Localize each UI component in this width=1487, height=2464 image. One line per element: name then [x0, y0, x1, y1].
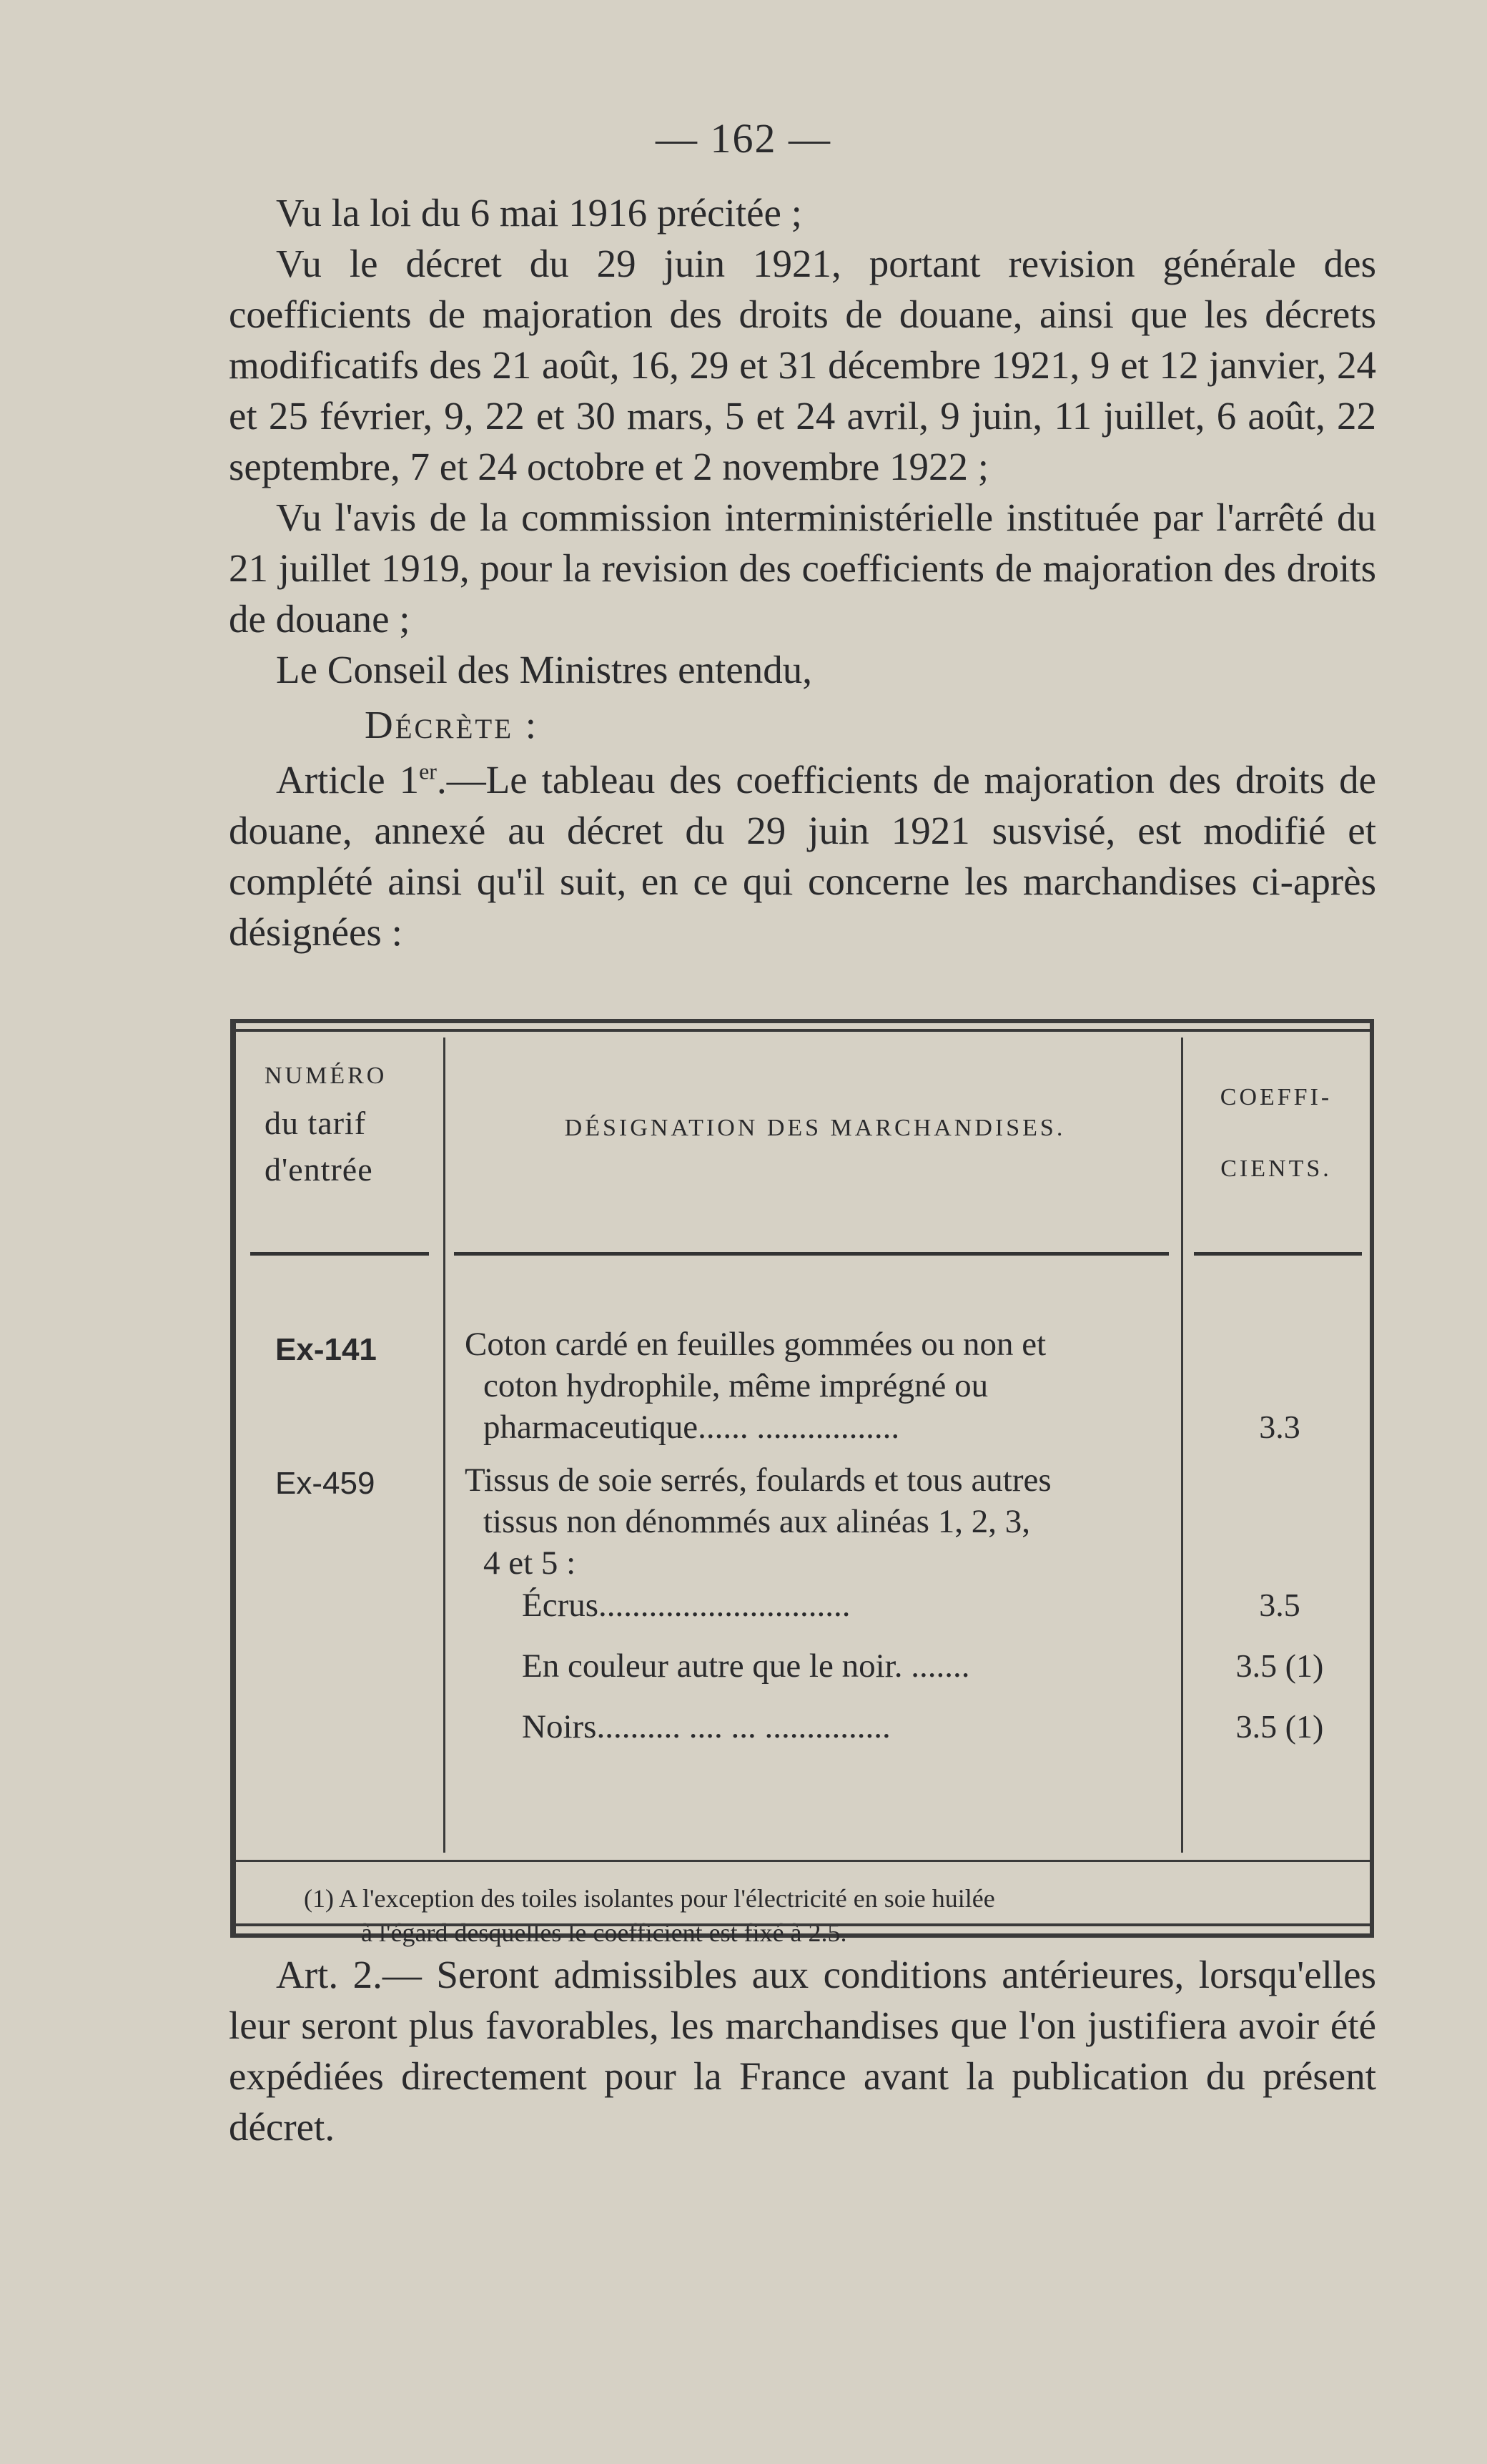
header-coef-1: COEFFI-: [1220, 1084, 1333, 1110]
coefficient-couleur: 3.5 (1): [1235, 1647, 1324, 1684]
designation-2-line-2: tissus non dénommés aux alinéas 1, 2, 3,: [483, 1503, 1030, 1540]
header-entree: d'entrée: [265, 1151, 373, 1188]
paragraph-conseil: Le Conseil des Ministres entendu,: [276, 648, 813, 691]
preamble-text: [229, 187, 1376, 957]
designation-2-line-1: Tissus de soie serrés, foulards et tous autres: [465, 1462, 1052, 1499]
table-footnote-rule: [236, 1860, 1370, 1862]
article-1-sup: er: [419, 758, 437, 784]
designation-1: [465, 1324, 1165, 1448]
header-coef-2: CIENTS.: [1220, 1155, 1332, 1182]
tariff-table: [230, 1019, 1374, 1947]
article-1: [229, 754, 1376, 957]
designation-1-line-2: coton hydrophile, même imprégné ou: [483, 1367, 989, 1404]
designation-1-line-1: Coton cardé en feuilles gommées ou non et: [465, 1326, 1047, 1363]
header-designation: DÉSIGNATION DES MARCHANDISES.: [564, 1115, 1066, 1141]
coefficient-1: 3.3: [1259, 1409, 1300, 1445]
article-1-label: Article 1: [276, 758, 420, 802]
decree-heading: Décrète :: [365, 703, 539, 746]
footnote-line-2: à l'égard desquelles le coefficient est fixé à 2.5.: [361, 1918, 847, 1947]
designation-noirs: Noirs.......... .... ... ...............: [522, 1708, 891, 1745]
coefficient-ecrus: 3.5: [1259, 1587, 1300, 1623]
article-2-text: [229, 1949, 1376, 2152]
header-rule-2: [454, 1252, 1169, 1256]
header-du-tarif: du tarif: [265, 1105, 367, 1141]
page-number: — 162 —: [656, 115, 831, 162]
designation-2-line-3: 4 et 5 :: [483, 1544, 576, 1582]
article-1-text: .—Le tableau des coefficients de majoration des droits de douane, annexé au décret du 29 juin 1921 susvisé, est modifié et complété ainsi qu'il suit, en ce qui concerne les marchandises ci-après désignées :: [229, 758, 1376, 954]
designation-ecrus: Écrus..............................: [522, 1587, 851, 1624]
paragraph-avis: Vu l'avis de la commission interministérielle instituée par l'arrêté du 21 juillet 1919, pour la revision des coefficients de majoration des droits de douane ;: [229, 496, 1376, 641]
article-2: Art. 2.— Seront admissibles aux conditions antérieures, lorsqu'elles leur seront plus favorables, les marchandises que l'on justifiera avoir été expédiées directement pour la France avant la publication du présent décret.: [229, 1953, 1376, 2149]
paragraph-loi: Vu la loi du 6 mai 1916 précitée ;: [276, 191, 802, 235]
header-rule-1: [250, 1252, 429, 1256]
designation-2: [465, 1459, 1165, 1584]
tariff-number-1: Ex-141: [275, 1332, 377, 1367]
table-bottom-rule: [236, 1923, 1370, 1926]
table-top-rule: [236, 1029, 1370, 1032]
header-rule-3: [1194, 1252, 1362, 1256]
designation-1-line-3: pharmaceutique...... .................: [483, 1409, 900, 1446]
paragraph-decret: Vu le décret du 29 juin 1921, portant revision générale des coefficients de majoration des droits de douane, ainsi que les décrets modificatifs des 21 août, 16, 29 et 31 décembre 1921, 9 et 12 janvier, 24 et 25 février, 9, 22 et 30 mars, 5 et 24 avril, 9 juin, 11 juillet, 6 août, 22 septembre, 7 et 24 octobre et 2 novembre 1922 ;: [229, 242, 1376, 488]
footnote-line-1: (1) A l'exception des toiles isolantes pour l'électricité en soie huilée: [304, 1884, 995, 1913]
header-numero: NUMÉRO: [265, 1063, 387, 1089]
table-footnote: [304, 1881, 1348, 1950]
tariff-number-2: Ex-459: [275, 1466, 375, 1501]
designation-couleur: En couleur autre que le noir. .......: [522, 1647, 970, 1685]
coefficient-noirs: 3.5 (1): [1235, 1708, 1324, 1745]
